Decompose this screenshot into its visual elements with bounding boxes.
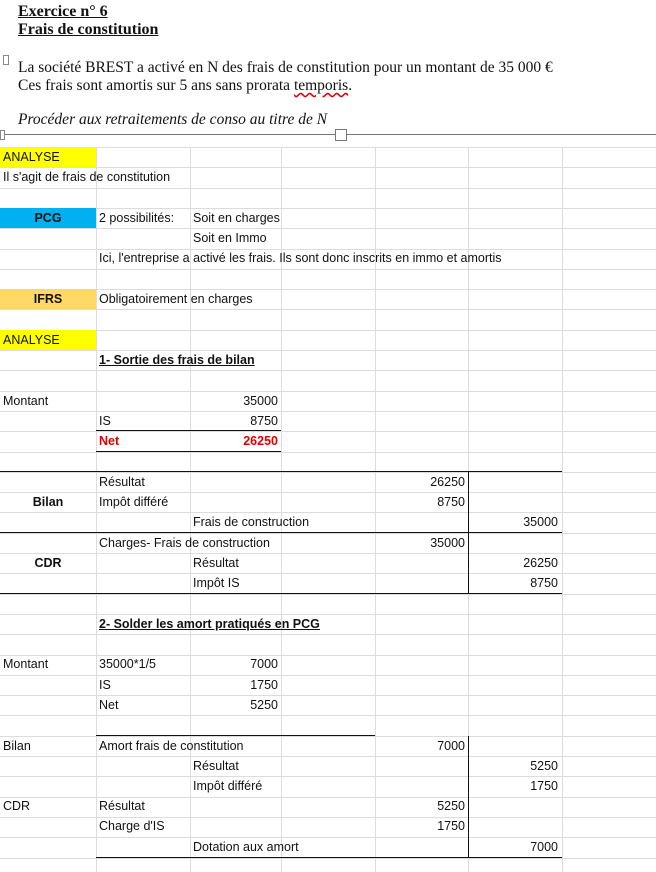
j2-row4-label: Résultat (99, 799, 145, 813)
object-left-handle-icon[interactable] (0, 130, 5, 140)
exercise-paragraph-1: La société BREST a activé en N des frais de constitution pour un montant de 35 000 € (18, 59, 553, 76)
j1-row2-debit: 8750 (437, 495, 465, 509)
s2-is-value: 1750 (250, 678, 278, 692)
embedded-object-border (0, 134, 656, 135)
paragraph-marker-icon (3, 55, 9, 65)
j1-row4-label: Charges- Frais de construction (99, 536, 270, 550)
j1-row4-debit: 35000 (430, 536, 465, 550)
exercise-subtitle: Frais de constitution (18, 21, 159, 38)
journal-1-cdr-label: CDR (34, 556, 62, 570)
resize-handle-icon[interactable] (335, 129, 347, 141)
j1-row5-label: Résultat (193, 556, 239, 570)
s2-montant-value: 7000 (250, 657, 278, 671)
s2-net-value: 5250 (250, 698, 278, 712)
journal-2-bilan-label: Bilan (3, 739, 31, 753)
journal-1-bilan-label: Bilan (32, 495, 64, 509)
j1-row3-credit: 35000 (523, 515, 558, 529)
ifrs-label: IFRS (33, 292, 63, 306)
analyse-label-2: ANALYSE (3, 333, 60, 347)
journal-2-cdr-label: CDR (3, 799, 31, 813)
j2-row2-label: Résultat (193, 759, 239, 773)
s2-montant-label: Montant (3, 657, 49, 671)
j1-row5-credit: 26250 (523, 556, 558, 570)
s2-net-label: Net (99, 698, 119, 712)
exercise-paragraph-2 (18, 77, 352, 95)
analyse-label: ANALYSE (3, 150, 60, 164)
j1-row1-label: Résultat (99, 475, 145, 489)
j1-row3-label: Frais de construction (193, 515, 310, 529)
j2-row2-credit: 5250 (530, 759, 558, 773)
pcg-possibilities: 2 possibilités: (99, 211, 175, 225)
exercise-instruction: Procéder aux retraitements de conso au titre de N (18, 111, 328, 128)
j2-row3-label: Impôt différé (193, 779, 263, 793)
s1-is-label: IS (99, 414, 111, 428)
j2-row3-credit: 1750 (530, 779, 558, 793)
pcg-option-charges: Soit en charges (193, 211, 280, 225)
pcg-label: PCG (34, 211, 62, 225)
paragraph-2-text: Ces frais sont amortis sur 5 ans sans prorata (18, 77, 294, 94)
s1-montant-label: Montant (3, 394, 49, 408)
pcg-option-immo: Soit en Immo (193, 231, 267, 245)
j2-row6-credit: 7000 (530, 840, 558, 854)
j2-row4-debit: 5250 (437, 799, 465, 813)
analyse-text: Il s'agit de frais de constitution (3, 170, 171, 184)
s1-is-value: 8750 (250, 414, 278, 428)
j2-row1-label: Amort frais de constitution (99, 739, 244, 753)
ifrs-text: Obligatoirement en charges (99, 292, 253, 306)
s2-is-label: IS (99, 678, 111, 692)
j2-row1-debit: 7000 (437, 739, 465, 753)
j1-row1-debit: 26250 (430, 475, 465, 489)
spellcheck-word: temporis (293, 77, 349, 94)
pcg-note: Ici, l'entreprise a activé les frais. Ils sont donc inscrits en immo et amortis (99, 251, 502, 265)
s1-montant-value: 35000 (243, 394, 278, 408)
paragraph-2-end: . (348, 77, 353, 94)
j1-row6-label: Impôt IS (193, 576, 240, 590)
s2-formula: 35000*1/5 (99, 657, 157, 671)
j1-row6-credit: 8750 (530, 576, 558, 590)
s1-net-value: 26250 (243, 434, 278, 448)
section-1-title: 1- Sortie des frais de bilan (99, 353, 255, 367)
exercise-title: Exercice n° 6 (18, 3, 108, 20)
document-header (0, 0, 656, 145)
j2-row6-label: Dotation aux amort (193, 840, 299, 854)
j2-row5-label: Charge d'IS (99, 819, 165, 833)
section-2-title: 2- Solder les amort pratiqués en PCG (99, 617, 320, 631)
j1-row2-label: Impôt différé (99, 495, 169, 509)
s1-net-label: Net (99, 434, 120, 448)
j2-row5-debit: 1750 (437, 819, 465, 833)
